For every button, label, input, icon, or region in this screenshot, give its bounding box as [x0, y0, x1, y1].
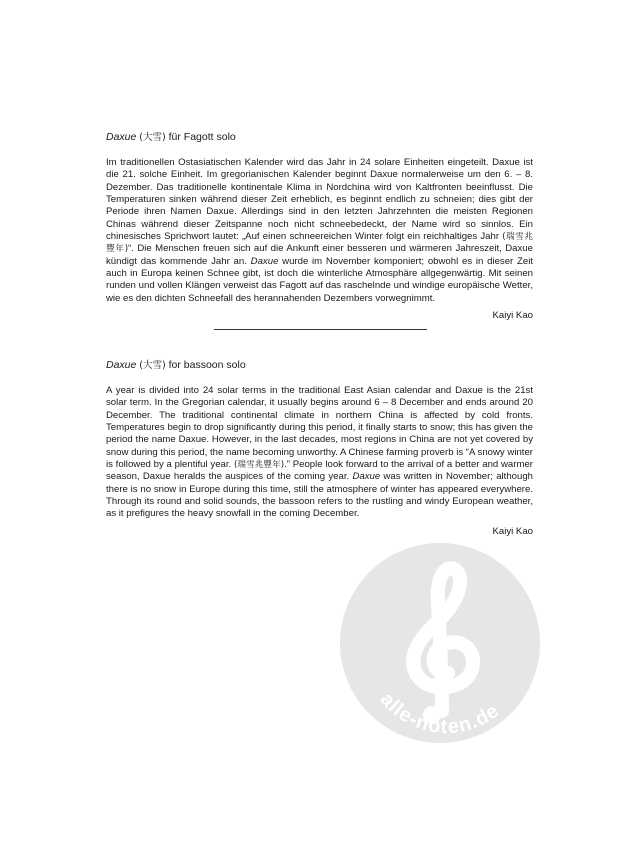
german-author: Kaiyi Kao: [492, 310, 533, 322]
english-title-rest: for bassoon solo: [165, 359, 246, 371]
english-author: Kaiyi Kao: [492, 525, 533, 537]
german-title-italic: Daxue: [106, 131, 137, 143]
english-section: [106, 358, 533, 537]
english-paragraph: [106, 385, 533, 521]
german-text-3: wurde im November komponiert; obwohl es in dieser Zeit auch in Europa keinen Schnee gibt, ist doch die winterliche Atmosphäre allgegenwärtig. Mit seinen runden und vollen Klängen verweist das Fagott auf das raschelnde und windige europäische Wetter, wie es den dichten Schneefall des herannahenden Dezembers vorwegnimmt.: [106, 255, 533, 304]
english-text-2: .” People look forward to the arrival of a better and warmer season, Daxue heralds the auspices of the coming year.: [106, 459, 533, 483]
german-text-1: Im traditionellen Ostasiatischen Kalender wird das Jahr in 24 solare Einheiten eingeteilt. Daxue ist die 21. solche Einheit. Im gregorianischen Kalender beginnt Daxue normalerweise um den 6. – 8. Dezember. Das traditionelle kontinentale Klima in Nordchina wird von Kaltfronten beeinflusst. Die Temperaturen sinken während dieser Zeit erheblich, es beginnt endlich zu schneien; dies gibt der Periode ihren Namen Daxue. Allerdings sind in den letzten Jahrzehnten die meisten Regionen Chinas während dieser Zeitspanne noch nicht schneebedeckt, der Name wird so sinnlos. Ein chinesisches Sprichwort lautet: „Auf einen schneereichen Winter folgt ein reichhaltiges Jahr: [106, 157, 533, 243]
english-title-cjk: (大雪): [139, 360, 166, 371]
german-title-rest: für Fagott solo: [165, 131, 236, 143]
watermark-logo: [340, 543, 540, 743]
watermark-text-path: alle-noten.de: [375, 688, 504, 739]
english-text-3: was written in November; although there is no snow in Europe during this time, still the atmosphere of winter has appeared everywhere. Through its round and solid sounds, the bassoon refers to the rustling and windy European weather, as it prefigures the heavy snowfall in the coming December.: [106, 471, 533, 520]
german-paragraph: [106, 157, 533, 305]
english-title: [106, 358, 533, 373]
german-title-cjk: (大雪): [139, 132, 166, 143]
german-proverb-cjk: (瑞雪兆豐年): [106, 232, 533, 255]
section-divider: [214, 329, 427, 330]
german-text-italic: Daxue: [250, 255, 279, 267]
english-text-italic: Daxue: [352, 471, 381, 483]
german-text-2: “. Die Menschen freuen sich auf die Ankunft einer besseren und wärmeren Jahreszeit, Daxue kündigt das kommende Jahr an.: [106, 243, 533, 267]
english-title-italic: Daxue: [106, 359, 137, 371]
german-title: [106, 130, 533, 145]
german-section: [106, 130, 533, 321]
english-proverb-cjk: (瑞雪兆豐年): [233, 460, 285, 471]
english-text-1: A year is divided into 24 solar terms in the traditional East Asian calendar and Daxue is the 21st solar term. In the Gregorian calendar, it usually begins around 6 – 8 December and ends around 20 December. The traditional continental climate in northern China is affected by cold fronts. Temperatures begin to drop significantly during this period, it finally starts to snow; this has given the period the name Daxue. However, in the last decades, most regions in China are not yet covered by snow during this period, the name becoming unworthy. A Chinese farming proverb is “A snowy winter is followed by a plentiful year.: [106, 385, 533, 471]
